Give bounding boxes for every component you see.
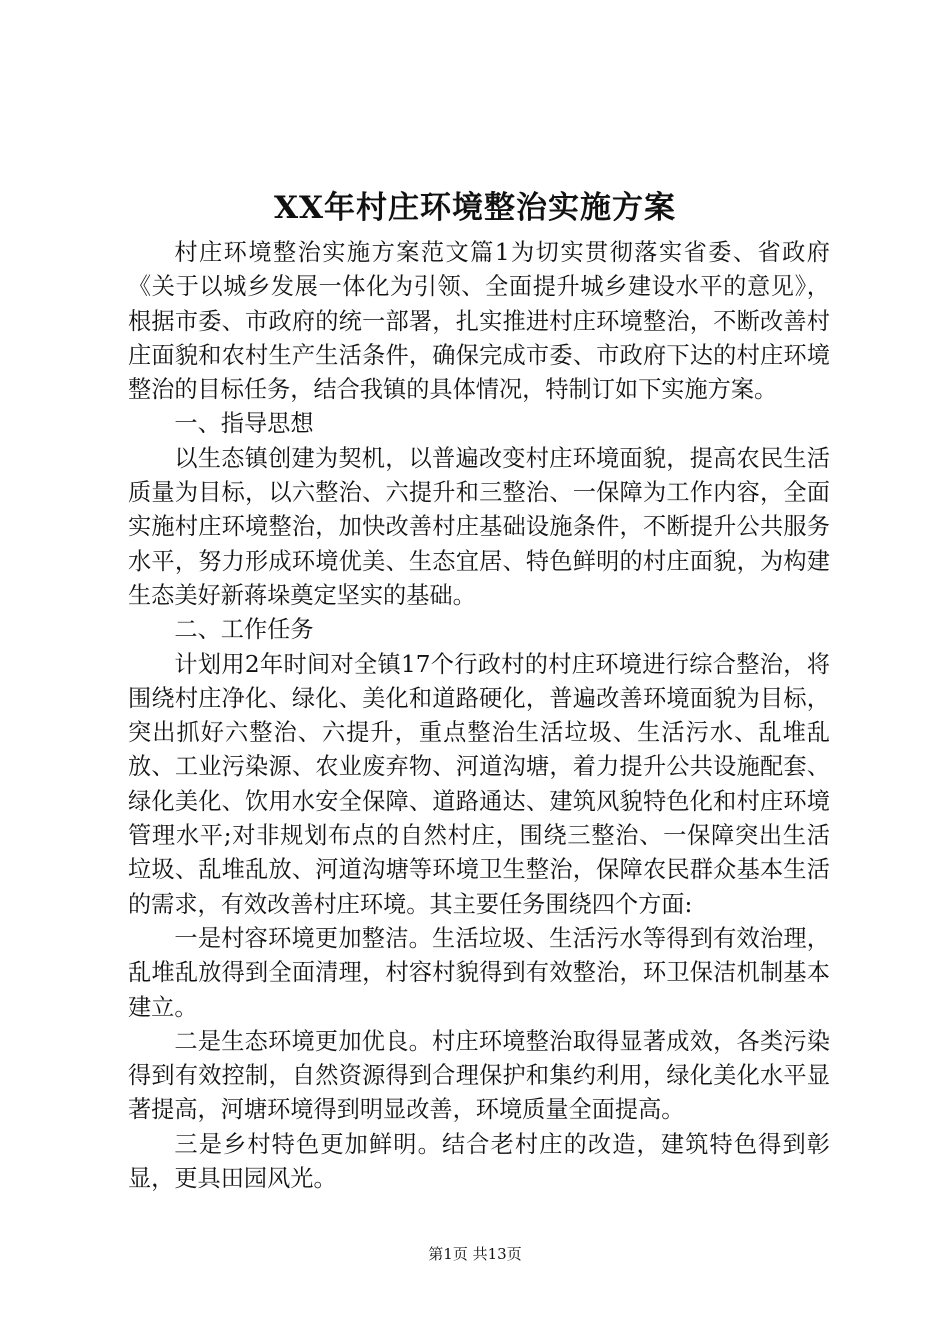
paragraph-task-three: 三是乡村特色更加鲜明。结合老村庄的改造，建筑特色得到彰显，更具田园风光。 [128,1130,830,1193]
paragraph-work-tasks: 计划用2年时间对全镇17个行政村的村庄环境进行综合整治，将围绕村庄净化、绿化、美化和道路硬化，普遍改善环境面貌为目标，突出抓好六整治、六提升，重点整治生活垃圾、生活污水、乱堆乱放、工业污染源、农业废弃物、河道沟塘，着力提升公共设施配套、绿化美化、饮用水安全保障、道路通达、建筑风貌特色化和村庄环境管理水平;对非规划布点的自然村庄，围绕三整治、一保障突出生活垃圾、乱堆乱放、河道沟塘等环境卫生整治，保障农民群众基本生活的需求，有效改善村庄环境。其主要任务围绕四个方面: [128,650,830,918]
document-body [128,236,830,1196]
heading-work-tasks: 二、工作任务 [174,616,314,644]
heading-guiding-ideology: 一、指导思想 [174,410,314,438]
paragraph-guiding-ideology: 以生态镇创建为契机，以普遍改变村庄环境面貌，提高农民生活质量为目标，以六整治、六提升和三整治、一保障为工作内容，全面实施村庄环境整治，加快改善村庄基础设施条件，不断提升公共服务水平，努力形成环境优美、生态宜居、特色鲜明的村庄面貌，为构建生态美好新蒋垛奠定坚实的基础。 [128,444,830,609]
paragraph-intro: 村庄环境整治实施方案范文篇1为切实贯彻落实省委、省政府《关于以城乡发展一体化为引领、全面提升城乡建设水平的意见》，根据市委、市政府的统一部署，扎实推进村庄环境整治，不断改善村庄面貌和农村生产生活条件，确保完成市委、市政府下达的村庄环境整治的目标任务，结合我镇的具体情况，特制订如下实施方案。 [128,239,830,404]
paragraph-task-two: 二是生态环境更加优良。村庄环境整治取得显著成效，各类污染得到有效控制，自然资源得到合理保护和集约利用，绿化美化水平显著提高，河塘环境得到明显改善，环境质量全面提高。 [128,1027,830,1124]
document-title: XX年村庄环境整治实施方案 [273,190,677,226]
page-number-footer: 第1页 共13页 [428,1245,522,1263]
paragraph-task-one: 一是村容环境更加整洁。生活垃圾、生活污水等得到有效治理，乱堆乱放得到全面清理，村容村貌得到有效整治，环卫保洁机制基本建立。 [128,924,830,1021]
